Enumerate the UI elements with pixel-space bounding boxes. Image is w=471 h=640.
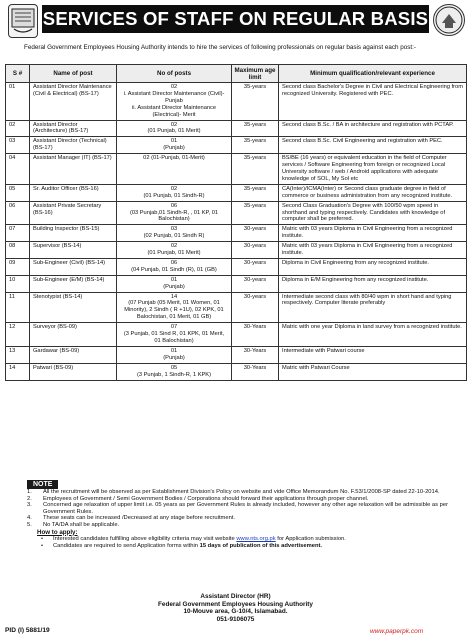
row-post-name: Sr. Auditor Officer (BS-16) (30, 184, 117, 201)
note-text: These seats can be increased /Decreased at any stage before recruitment. (43, 515, 236, 522)
row-qualification: Matric with 03 years Diploma in Civil Engineering from a recognized institute. (279, 242, 467, 259)
table-row (6, 346, 467, 363)
table-row (6, 225, 467, 242)
organization-name: Federal Government Employees Housing Authority (158, 600, 313, 608)
row-no-of-posts (117, 346, 232, 363)
row-qualification: Second Class Graduation's Degree with 100/50 wpm speed in shorthand and typing respectively. Candidates with knowledge of computer shall be preferred. (279, 201, 467, 225)
how-text: for Application submission. (275, 536, 346, 543)
row-post-name: Supervisor (BS-14) (30, 242, 117, 259)
posts-detail: 01 (170, 276, 178, 283)
signatory-title: Assistant Director (HR) (200, 593, 271, 600)
table-row (6, 83, 467, 121)
posts-detail: (01 Punjab, 01 Merit) (147, 250, 201, 257)
posts-detail: (3 Punjab, 01 Sind R, 01 KPK, 01 Merit, 01 Balochistan) (123, 331, 225, 344)
table-row (6, 323, 467, 347)
row-age-limit: 35-years (232, 120, 279, 137)
posts-detail: 02 (170, 121, 178, 128)
row-serial: 09 (6, 258, 30, 275)
row-age-limit: 30-years (232, 225, 279, 242)
phone-number: 051-9106075 (216, 615, 255, 623)
row-age-limit: 30-Years (232, 323, 279, 347)
note-number: 5. (27, 521, 32, 528)
row-qualification: Intermediate with Patwari course (279, 346, 467, 363)
note-label: NOTE (27, 480, 58, 489)
row-no-of-posts (117, 184, 232, 201)
row-serial: 14 (6, 363, 30, 380)
posts-detail: (02 Punjab, 01 Sindh R) (143, 233, 205, 240)
row-post-name: Assistant Manager (IT) (BS-17) (30, 154, 117, 185)
row-serial: 05 (6, 184, 30, 201)
row-serial: 04 (6, 154, 30, 185)
posts-detail: (Punjab) (163, 283, 185, 290)
note-item (27, 496, 457, 503)
row-age-limit: 30-years (232, 242, 279, 259)
posts-detail: (Punjab) (163, 145, 185, 152)
row-post-name: Gardawar (BS-09) (30, 346, 117, 363)
row-qualification: Second class B.Sc. / BA in architecture and registration with PCTAP. (279, 120, 467, 137)
note-item (27, 502, 457, 515)
government-emblem-icon (8, 4, 38, 38)
how-to-apply-label: How to apply: (37, 528, 78, 536)
nts-website-link[interactable]: www.nts.org.pk (236, 536, 276, 543)
table-row (6, 184, 467, 201)
row-no-of-posts (117, 275, 232, 292)
row-age-limit: 35-years (232, 184, 279, 201)
deadline-text: 15 days of publication of this advertisement. (199, 542, 323, 549)
row-qualification: Second class B.Sc. Civil Engineering and registration with PEC. (279, 137, 467, 154)
how-text: Candidates are required to send Application forms within (53, 542, 200, 549)
row-post-name: Sub-Engineer (E/M) (BS-14) (30, 275, 117, 292)
table-row (6, 275, 467, 292)
row-qualification: Second class Bachelor's Degree in Civil and Electrical Engineering from recognized University. Registered with PEC. (279, 83, 467, 121)
address: 10-Mouve area, G-10/4, Islamabad. (183, 608, 288, 616)
row-age-limit: 30-years (232, 258, 279, 275)
note-item (27, 489, 457, 496)
row-no-of-posts (117, 120, 232, 137)
row-no-of-posts (117, 363, 232, 380)
row-qualification: Matric with Patwari Course (279, 363, 467, 380)
housing-authority-logo-icon (433, 4, 465, 36)
row-no-of-posts (117, 225, 232, 242)
row-qualification: CA(Inter)/ICMA(Inter) or Second class graduate degree in field of commerce or business administration from any recognized institute. (279, 184, 467, 201)
row-post-name: Assistant Private Secretary (BS-16) (30, 201, 117, 225)
header-age-limit: Maximum age limit (232, 65, 279, 83)
intro-text: Federal Government Employees Housing Authority intends to hire the services of following professionals on regular basis against each post:- (24, 44, 417, 51)
row-age-limit: 30-Years (232, 346, 279, 363)
row-serial: 08 (6, 242, 30, 259)
row-post-name: Sub-Engineer (Civil) (BS-14) (30, 258, 117, 275)
row-serial: 01 (6, 83, 30, 121)
table-row (6, 137, 467, 154)
row-qualification: BS/BE (16 years) or equivalent education in the field of Computer services / Software Engineering from foreign or recognized Local University software / web / Android applications with adequate knowledge of SOL, My Sol etc (279, 154, 467, 185)
posts-detail: 02 (170, 243, 178, 250)
table-row (6, 292, 467, 323)
posts-detail: 01 (170, 138, 178, 145)
row-qualification: Intermediate second class with 80/40 wpm in short hand and typing respectively. Computer literate preferably (279, 292, 467, 323)
posts-detail: 01 (170, 347, 178, 354)
table-row (6, 242, 467, 259)
row-serial: 10 (6, 275, 30, 292)
posts-detail: 06 (170, 202, 178, 209)
header-post-name: Name of post (30, 65, 117, 83)
note-text: Concerned age relaxation of upper limit i.e. 05 years as per Government Rules is already included, however any other age relaxation will be admissible as per Government Rules. (43, 502, 449, 515)
page-title: SERVICES OF STAFF ON REGULAR BASIS (42, 5, 429, 33)
row-no-of-posts (117, 201, 232, 225)
posts-detail: 14 (170, 293, 178, 300)
row-age-limit: 35-years (232, 83, 279, 121)
header (0, 0, 471, 42)
note-text: All the recruitment will be observed as per Establishment Division's Policy on website and vide Office Memorandum No. F.53/1/2008-SP dated 22-10-2014. (43, 489, 440, 495)
signature-block (0, 593, 471, 623)
note-number: 2. (27, 495, 32, 502)
note-number: 1. (27, 489, 32, 495)
row-age-limit: 35-years (232, 137, 279, 154)
row-no-of-posts (117, 83, 232, 121)
table-row (6, 154, 467, 185)
row-no-of-posts (117, 292, 232, 323)
row-qualification: Diploma in Civil Engineering from any recognized institute. (279, 258, 467, 275)
note-item (27, 515, 457, 522)
row-age-limit: 35-years (232, 201, 279, 225)
posts-detail: (01 Punjab, 01 Merit) (147, 128, 201, 135)
table-row (6, 258, 467, 275)
row-qualification: Matric with one year Diploma in land survey from a recognized institute. (279, 323, 467, 347)
note-text: Employees of Government / Semi Government Bodies / Corporations should forward their applications through proper channel. (43, 495, 369, 502)
header-qualification: Minimum qualification/relevant experience (279, 65, 467, 83)
row-post-name: Assistant Director (Technical) (BS-17) (30, 137, 117, 154)
list-item (41, 543, 459, 550)
row-serial: 06 (6, 201, 30, 225)
posts-detail: (07 Punjab (05 Merit, 01 Women, 01 Minority), 2 Sindh ( R +1U), 02 KPK, 01 Balochistan, 01 Merit, 01 GB) (124, 300, 224, 321)
row-age-limit: 35-years (232, 154, 279, 185)
posts-detail: (3 Punjab, 1 Sindh-R, 1 KPK) (137, 371, 211, 378)
table-row (6, 120, 467, 137)
row-serial: 03 (6, 137, 30, 154)
row-qualification: Diploma in E/M Engineering from any recognized institute. (279, 275, 467, 292)
table-row (6, 201, 467, 225)
header-no-of-posts: No of posts (117, 65, 232, 83)
row-post-name: Surveyor (BS-09) (30, 323, 117, 347)
row-age-limit: 30-years (232, 275, 279, 292)
watermark: www.paperpk.com (370, 628, 424, 635)
row-no-of-posts (117, 137, 232, 154)
pid-number: PID (I) 5881/19 (5, 627, 50, 634)
posts-detail: (03 Punjab,01 Sindh-R, , 01 KP, 01 Balochistan) (129, 209, 219, 223)
posts-detail: 03 (170, 226, 178, 233)
how-to-apply (5, 530, 466, 550)
row-post-name: Assistant Director (Architecture) (BS-17) (30, 120, 117, 137)
row-no-of-posts (117, 323, 232, 347)
note-text: No TA/DA shall be applicable. (43, 521, 120, 528)
row-serial: 02 (6, 120, 30, 137)
table-header-row (6, 65, 467, 83)
row-age-limit: 30-years (232, 292, 279, 323)
row-post-name: Assistant Director Maintenance (Civil & Electrical) (BS-17) (30, 83, 117, 121)
row-post-name: Building Inspector (BS-15) (30, 225, 117, 242)
row-post-name: Patwari (BS-09) (30, 363, 117, 380)
row-qualification: Matric with 03 years Diploma in Civil Engineering from a recognized institute. (279, 225, 467, 242)
table-row (6, 363, 467, 380)
posts-detail: 02 (170, 84, 178, 90)
posts-detail: 02 (01-Punjab, 01-Merit) (143, 155, 205, 162)
posts-detail: 02 (170, 185, 178, 192)
posts-table (5, 64, 467, 381)
notes-section (5, 480, 466, 549)
row-no-of-posts (117, 242, 232, 259)
posts-detail: (01 Punjab, 01 Sindh-R) (143, 192, 205, 199)
row-serial: 13 (6, 346, 30, 363)
bullet-icon: • (41, 542, 44, 549)
posts-detail: 06 (170, 259, 178, 266)
row-no-of-posts (117, 258, 232, 275)
row-serial: 11 (6, 292, 30, 323)
header-serial: S # (6, 65, 30, 83)
posts-detail: (Punjab) (163, 354, 185, 361)
posts-detail: 07 (170, 324, 178, 331)
posts-detail: 05 (170, 364, 178, 371)
list-item (41, 536, 459, 543)
note-number: 3. (27, 502, 32, 509)
row-post-name: Stenotypist (BS-14) (30, 292, 117, 323)
posts-detail: i. Assistant Director Maintenance (Civil)- Punjab (123, 90, 225, 104)
row-serial: 07 (6, 225, 30, 242)
posts-detail: ii. Assistant Director Maintenance (Electrical)- Merit (131, 104, 217, 118)
row-serial: 12 (6, 323, 30, 347)
bullet-icon: • (41, 536, 44, 543)
note-number: 4. (27, 515, 32, 522)
posts-detail: (04 Punjab, 01 Sindh (R), 01 (GB) (131, 266, 217, 273)
note-item (27, 522, 457, 529)
how-text: Interested candidates fulfilling above eligibility criteria may visit website (53, 536, 237, 543)
row-no-of-posts (117, 154, 232, 185)
row-age-limit: 30-Years (232, 363, 279, 380)
